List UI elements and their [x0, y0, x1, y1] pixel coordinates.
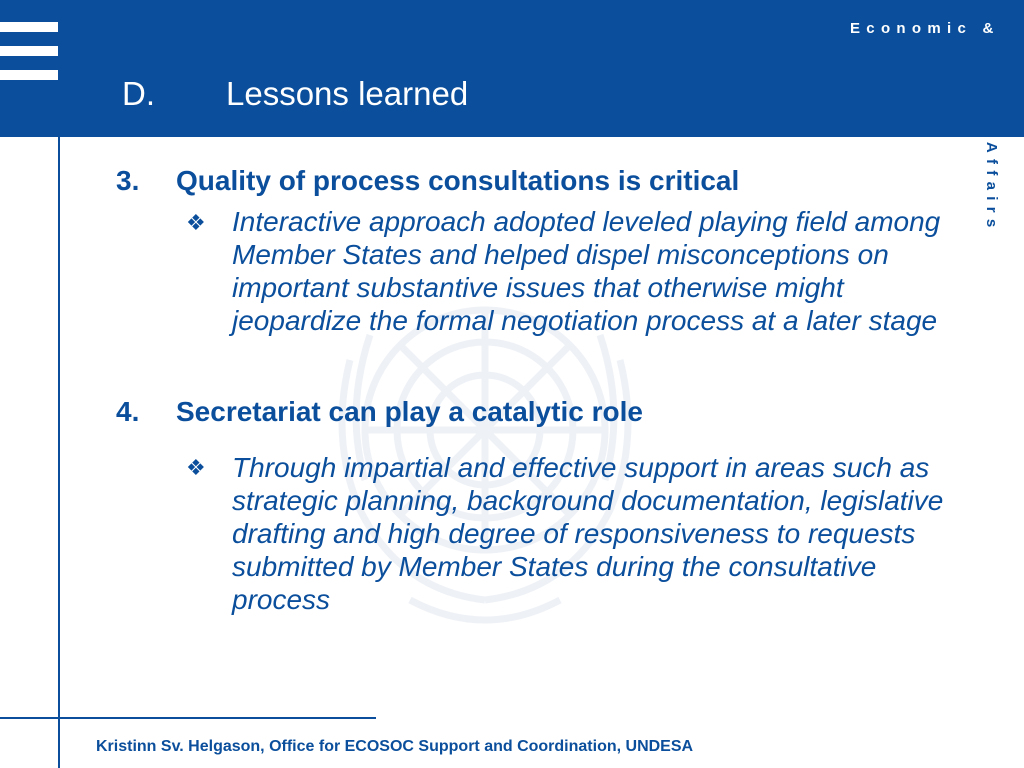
brand-economic: Economic &	[850, 20, 1000, 37]
brand-side-wrapper	[982, 50, 1002, 234]
section-number: D.	[122, 75, 155, 112]
list-item-detail: Through impartial and effective support in areas such as strategic planning, background documentation, legislative drafting and high degree of responsiveness to requests submitted by Member States during the consultative process	[232, 452, 944, 615]
item-number: 4.	[116, 396, 140, 427]
item-number: 3.	[116, 165, 140, 196]
menu-bar	[0, 46, 58, 56]
title-text: Lessons learned	[226, 75, 469, 112]
menu-bar	[0, 22, 58, 32]
item-heading-text: Quality of process consultations is critical	[176, 165, 740, 196]
diamond-bullet-icon: ❖	[186, 210, 206, 235]
footer-credit: Kristinn Sv. Helgason, Office for ECOSOC Support and Coordination, UNDESA	[96, 738, 694, 755]
menu-icon	[0, 22, 58, 82]
menu-bar	[0, 70, 58, 80]
brand-social-affairs: Social Affairs	[983, 50, 1000, 234]
list-item-detail: Interactive approach adopted leveled playing field among Member States and helped dispel misconceptions on important substantive issues that otherwise might jeopardize the formal negotiation process at a later stage	[232, 206, 941, 336]
horizontal-divider	[0, 717, 376, 719]
diamond-bullet-icon: ❖	[186, 455, 206, 480]
vertical-divider	[58, 137, 60, 768]
item-heading-text: Secretariat can play a catalytic role	[176, 396, 643, 427]
